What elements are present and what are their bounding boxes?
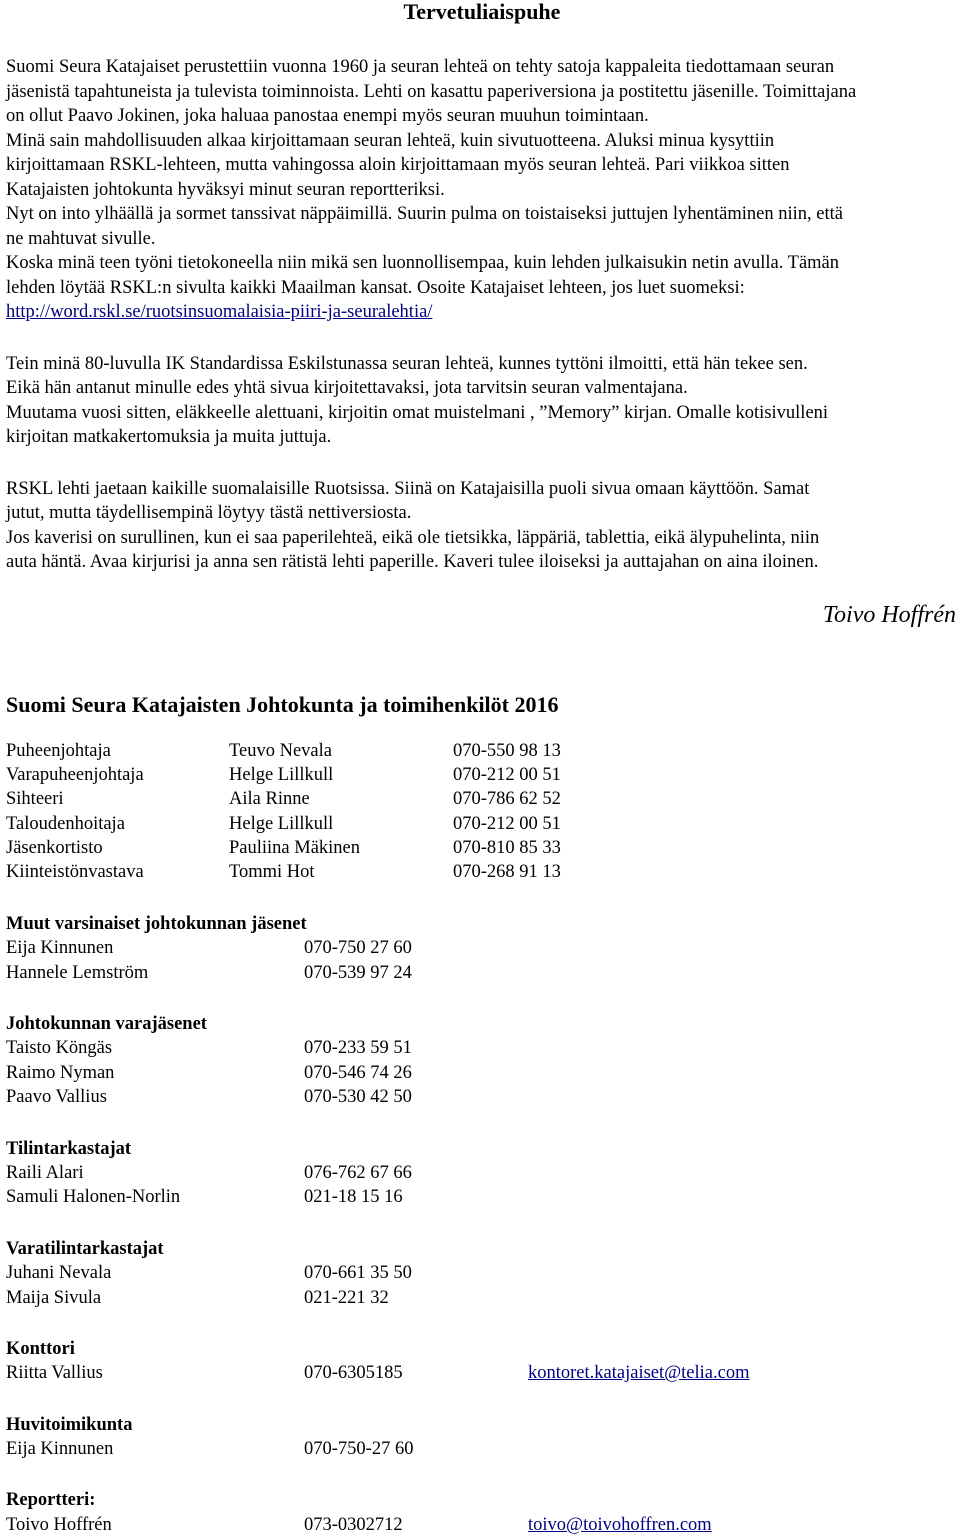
spacer (6, 630, 958, 691)
spacer (6, 1386, 958, 1413)
text-line: kirjoittamaan RSKL-lehteen, mutta vahingossa aloin kirjoittamaan myös seuran lehteä. Pari viikkoa sitten (6, 155, 790, 175)
member-phone: 070-546 74 26 (304, 1062, 412, 1083)
contact-group (6, 1413, 958, 1462)
member-phone: 073-0302712 (304, 1514, 403, 1535)
officer-name: Teuvo Nevala (229, 740, 332, 761)
member-phone: 070-530 42 50 (304, 1087, 412, 1108)
text-line: Koska minä teen työni tietokoneella niin mikä sen luonnollisempaa, kuin lehden julkaisukin netin avulla. Tämän (6, 253, 840, 273)
member-row (6, 1185, 958, 1209)
text-line: Suomi Seura Katajaiset perustettiin vuonna 1960 ja seuran lehteä on tehty satoja kappaleita tiedottamaan seuran (6, 57, 835, 77)
text-line: Minä sain mahdollisuuden alkaa kirjoittamaan seuran lehteä, kuin sivutuotteena. Aluksi minua kysyttiin (6, 130, 775, 151)
member-name: Maija Sivula (6, 1287, 102, 1308)
spacer (6, 1110, 958, 1137)
spacer (6, 325, 958, 352)
text-line: RSKL lehti jaetaan kaikille suomalaisille Ruotsissa. Siinä on Katajaisilla puoli sivua omaan käyttöön. Samat (6, 478, 810, 499)
officers-table (6, 739, 958, 885)
group-heading: Tilintarkastajat (6, 1138, 132, 1159)
member-phone: 070-750-27 60 (304, 1439, 414, 1460)
officer-role: Kiinteistönvastava (6, 862, 144, 883)
page-title: Tervetuliaispuhe (403, 0, 561, 24)
text-line: ne mahtuvat sivulle. (6, 228, 156, 249)
spacer (6, 985, 958, 1012)
member-row (6, 1286, 958, 1310)
officer-name: Helge Lillkull (229, 813, 334, 834)
officer-row (6, 860, 958, 884)
member-row (6, 936, 958, 960)
history-paragraph (6, 352, 958, 450)
group-heading: Muut varsinaiset johtokunnan jäsenet (6, 913, 307, 934)
text-line: Nyt on into ylhäällä ja sormet tanssivat näppäimillä. Suurin pulma on toistaiseksi juttujen lyhentäminen niin, että (6, 204, 843, 224)
member-name: Taisto Köngäs (6, 1038, 113, 1059)
group-heading: Huvitoimikunta (6, 1414, 133, 1435)
contact-group (6, 912, 958, 985)
text-line: jutut, mutta täydellisempinä löytyy tästä nettiversiosta. (6, 503, 412, 523)
distribution-paragraph (6, 477, 958, 575)
newsletter-link[interactable]: http://word.rskl.se/ruotsinsuomalaisia-piiri-ja-seuralehtia/ (6, 302, 433, 322)
board-heading: Suomi Seura Katajaisten Johtokunta ja toimihenkilöt 2016 (6, 691, 559, 717)
spacer (6, 575, 958, 600)
officer-name: Tommi Hot (229, 862, 315, 883)
member-phone: 070-661 35 50 (304, 1263, 412, 1284)
member-name: Eija Kinnunen (6, 938, 114, 959)
spacer (6, 26, 958, 55)
contact-group (6, 1337, 958, 1386)
member-row (6, 1161, 958, 1185)
member-phone: 021-221 32 (304, 1287, 389, 1308)
member-email-link[interactable]: toivo@toivohoffren.com (528, 1514, 712, 1535)
spacer (6, 719, 958, 739)
officer-phone: 070-810 85 33 (453, 838, 561, 859)
officer-phone: 070-550 98 13 (453, 740, 561, 761)
member-email-link[interactable]: kontoret.katajaiset@telia.com (528, 1363, 750, 1384)
member-name: Toivo Hoffrén (6, 1514, 112, 1535)
officer-phone: 070-212 00 51 (453, 764, 561, 785)
member-phone: 070-233 59 51 (304, 1038, 412, 1059)
member-name: Hannele Lemström (6, 962, 149, 983)
member-row (6, 1061, 958, 1085)
text-line: Eikä hän antanut minulle edes yhtä sivua kirjoitettavaksi, jota tarvitsin seuran valmentajana. (6, 378, 688, 398)
contact-group (6, 1012, 958, 1110)
member-phone: 076-762 67 66 (304, 1162, 412, 1183)
spacer (6, 1461, 958, 1488)
contact-group (6, 1137, 958, 1210)
member-name: Raili Alari (6, 1162, 84, 1183)
spacer (6, 450, 958, 477)
officer-phone: 070-786 62 52 (453, 789, 561, 810)
member-row (6, 1261, 958, 1285)
member-phone: 070-6305185 (304, 1363, 403, 1384)
member-row (6, 961, 958, 985)
officer-row (6, 812, 958, 836)
contact-groups (6, 885, 958, 1537)
officer-phone: 070-268 91 13 (453, 862, 561, 883)
member-name: Raimo Nyman (6, 1062, 115, 1083)
member-name: Juhani Nevala (6, 1263, 112, 1284)
text-line: on ollut Paavo Jokinen, joka haluaa panostaa enempi myös seuran muuhun toimintaan. (6, 106, 649, 126)
officer-row (6, 836, 958, 860)
text-line: Tein minä 80-luvulla IK Standardissa Eskilstunassa seuran lehteä, kunnes tyttöni ilmoitti, että hän tekee sen. (6, 353, 808, 374)
officer-name: Helge Lillkull (229, 764, 334, 785)
text-line: kirjoitan matkakertomuksia ja muita juttuja. (6, 427, 332, 447)
text-line: Jos kaverisi on surullinen, kun ei saa paperilehteä, eikä ole tietsikka, läppäriä, tablettia, eikä älypuhelinta, niin (6, 527, 820, 548)
officer-row (6, 739, 958, 763)
group-heading: Varatilintarkastajat (6, 1238, 164, 1259)
officer-name: Aila Rinne (229, 789, 310, 810)
author-signature: Toivo Hoffrén (822, 601, 956, 628)
text-line: Muutama vuosi sitten, eläkkeelle alettuani, kirjoitin omat muistelmani , ”Memory” kirjan. Omalle kotisivulleni (6, 402, 829, 423)
contact-group (6, 1488, 958, 1537)
officer-row (6, 763, 958, 787)
member-phone: 021-18 15 16 (304, 1187, 403, 1208)
member-row (6, 1085, 958, 1109)
group-heading: Johtokunnan varajäsenet (6, 1014, 207, 1035)
officer-role: Puheenjohtaja (6, 740, 111, 761)
spacer (6, 1310, 958, 1337)
document-page (6, 0, 958, 1537)
member-phone: 070-750 27 60 (304, 938, 412, 959)
text-line: jäsenistä tapahtuneista ja tulevista toiminnoista. Lehti on kasattu paperiversiona ja postitettu jäsenille. Toimittajana (6, 81, 857, 102)
group-heading: Konttori (6, 1338, 75, 1359)
member-row (6, 1437, 958, 1461)
member-row (6, 1361, 958, 1385)
text-line: Katajaisten johtokunta hyväksyi minut seuran reportteriksi. (6, 179, 445, 200)
member-row (6, 1513, 958, 1537)
spacer (6, 1210, 958, 1237)
officer-role: Taloudenhoitaja (6, 813, 125, 834)
officer-name: Pauliina Mäkinen (229, 838, 361, 859)
member-row (6, 1036, 958, 1060)
member-phone: 070-539 97 24 (304, 962, 412, 983)
member-name: Samuli Halonen-Norlin (6, 1187, 181, 1208)
intro-paragraph (6, 55, 958, 325)
officer-phone: 070-212 00 51 (453, 813, 561, 834)
officer-role: Jäsenkortisto (6, 838, 103, 859)
officer-role: Varapuheenjohtaja (6, 764, 144, 785)
member-name: Riitta Vallius (6, 1363, 103, 1384)
officer-row (6, 787, 958, 811)
officer-role: Sihteeri (6, 789, 64, 810)
text-line: auta häntä. Avaa kirjurisi ja anna sen rätistä lehti paperille. Kaveri tulee iloiseksi ja auttajahan on aina iloinen. (6, 552, 819, 572)
member-name: Paavo Vallius (6, 1087, 107, 1108)
member-name: Eija Kinnunen (6, 1439, 114, 1460)
group-heading: Reportteri: (6, 1490, 96, 1511)
text-line: lehden löytää RSKL:n sivulta kaikki Maailman kansat. Osoite Katajaiset lehteen, jos luet suomeksi: (6, 277, 745, 298)
contact-group (6, 1237, 958, 1310)
spacer (6, 885, 958, 912)
